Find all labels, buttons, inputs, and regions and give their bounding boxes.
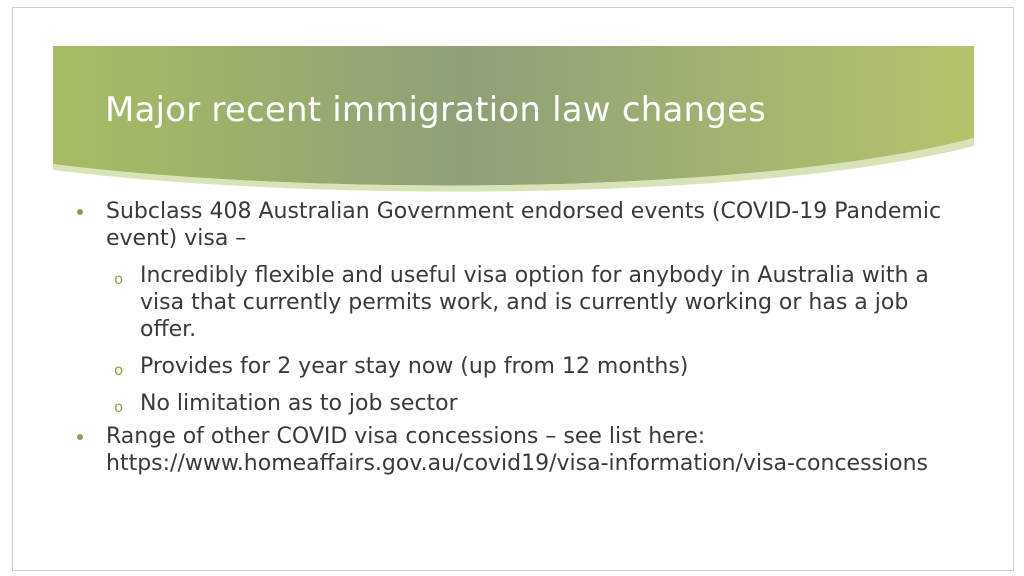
sub-bullet-item	[106, 353, 953, 380]
sub-bullet-item	[106, 262, 953, 343]
slide-content	[73, 198, 953, 483]
bullet-item	[73, 423, 953, 477]
sub-bullet-list	[106, 262, 953, 417]
slide	[12, 7, 1014, 571]
bullet-list	[73, 198, 953, 477]
bullet-dot-icon	[77, 209, 83, 215]
sub-bullet-text: Incredibly flexible and useful visa option for anybody in Australia with a visa that currently permits work, and is currently working or has a job offer.	[140, 263, 929, 342]
sub-bullet-text: Provides for 2 year stay now (up from 12 months)	[140, 354, 689, 379]
hollow-circle-icon: o	[114, 398, 124, 416]
slide-title: Major recent immigration law changes	[105, 90, 767, 130]
bullet-text: Range of other COVID visa concessions – see list here: https://www.homeaffairs.gov.au/covid19/visa-information/visa-concessions	[106, 424, 928, 476]
bullet-item	[73, 198, 953, 417]
bullet-dot-icon	[77, 434, 83, 440]
sub-bullet-text: No limitation as to job sector	[140, 391, 458, 416]
hollow-circle-icon: o	[114, 361, 124, 379]
hollow-circle-icon: o	[114, 270, 124, 288]
sub-bullet-item	[106, 390, 953, 417]
bullet-text: Subclass 408 Australian Government endorsed events (COVID-19 Pandemic event) visa –	[106, 199, 942, 251]
